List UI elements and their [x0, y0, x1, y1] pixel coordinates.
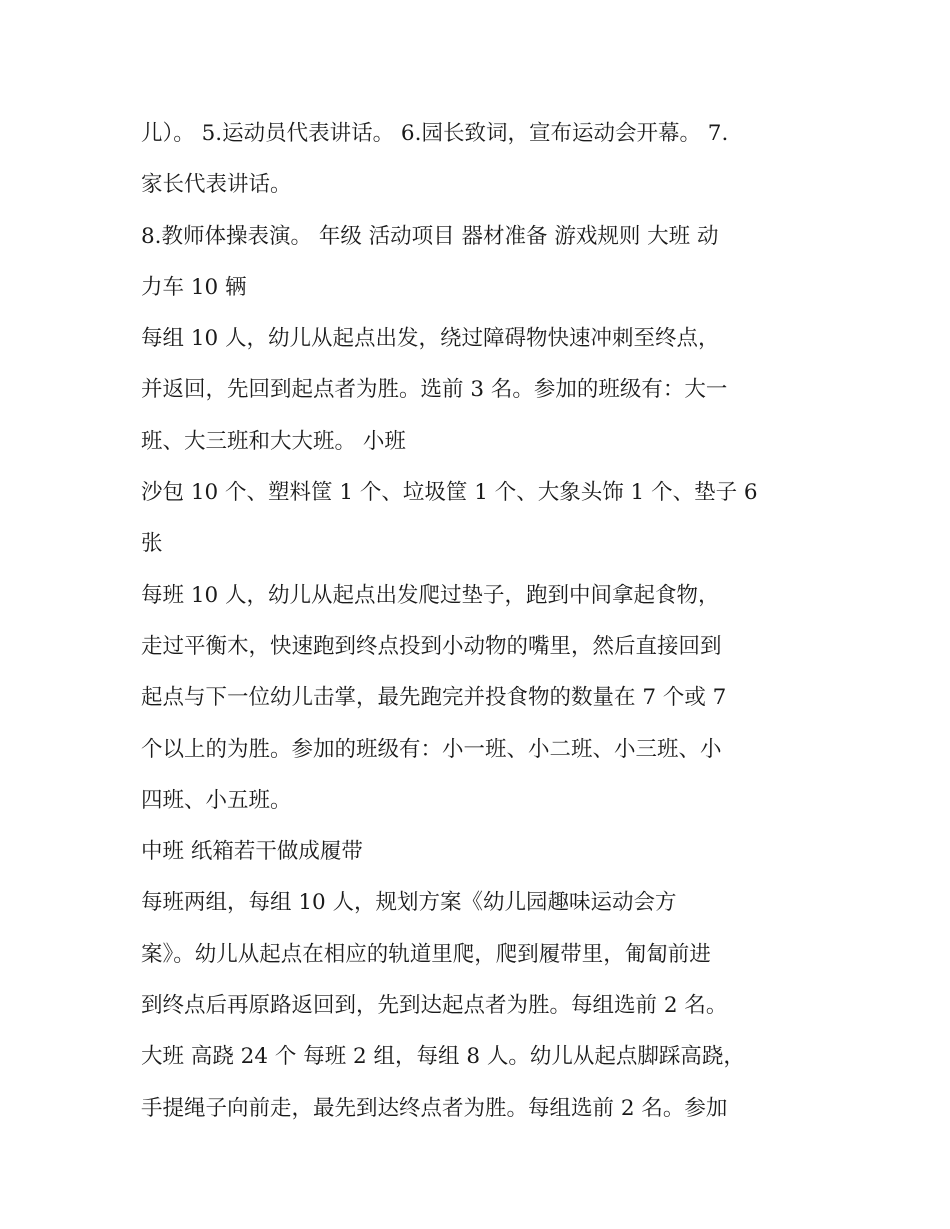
text-line: 四班、小五班。: [141, 787, 292, 813]
text-line: 儿）。 5.运动员代表讲话。 6.园长致词，宣布运动会开幕。 7.: [141, 121, 729, 146]
text-line: 每班两组，每组 10 人，规划方案《幼儿园趣味运动会方: [141, 890, 677, 916]
body-text: [141, 108, 821, 1134]
text-line: 起点与下一位幼儿击掌，最先跑完并投食物的数量在 7 个或 7: [141, 685, 727, 711]
text-line: 手提绳子向前走，最先到达终点者为胜。每组选前 2 名。参加: [141, 1095, 728, 1121]
text-line: 到终点后再原路返回到，先到达起点者为胜。每组选前 2 名。: [141, 993, 728, 1019]
text-line: 每组 10 人，幼儿从起点出发，绕过障碍物快速冲刺至终点，: [141, 326, 720, 352]
text-line: 家长代表讲话。: [141, 172, 292, 198]
text-line: 8.教师体操表演。 年级 活动项目 器材准备 游戏规则 大班 动: [141, 223, 719, 249]
text-line: 每班 10 人，幼儿从起点出发爬过垫子，跑到中间拿起食物，: [141, 582, 720, 608]
text-line: 走过平衡木，快速跑到终点投到小动物的嘴里，然后直接回到: [141, 633, 722, 659]
text-line: 个以上的为胜。参加的班级有：小一班、小二班、小三班、小: [141, 736, 722, 762]
text-line: 力车 10 辆: [141, 274, 247, 300]
text-line: 班、大三班和大大班。 小班: [141, 428, 406, 454]
text-line: 沙包 10 个、塑料筐 1 个、垃圾筐 1 个、大象头饰 1 个、垫子 6: [141, 480, 758, 506]
text-line: 案》。幼儿从起点在相应的轨道里爬，爬到履带里，匍匐前进: [141, 941, 711, 967]
text-line: 并返回，先回到起点者为胜。选前 3 名。参加的班级有：大一: [141, 377, 728, 403]
text-line: 大班 高跷 24 个 每班 2 组，每组 8 人。幼儿从起点脚踩高跷，: [141, 1044, 745, 1070]
text-line: 中班 纸箱若干做成履带: [141, 839, 363, 865]
text-line: 张: [141, 531, 163, 557]
